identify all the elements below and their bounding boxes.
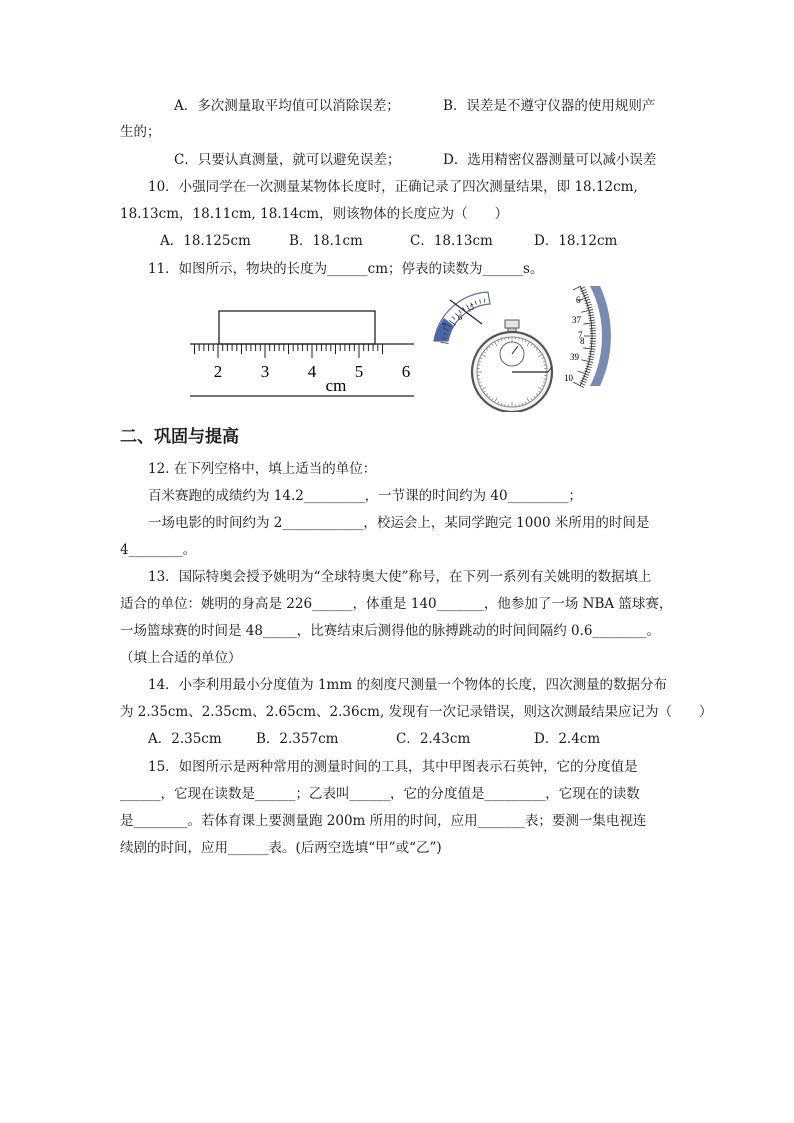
q13-line-2: 适合的单位：姚明的身高是 226______，体重是 140_______，他参加了一场 NBA 篮球赛， [120,596,673,612]
outer-tick [585,368,591,370]
outer-tick [589,354,595,355]
outer-tick [583,348,595,349]
outer-tick [588,356,594,357]
q12-line-4: 4________。 [120,542,197,558]
outer-label-8: 8 [580,336,585,346]
outer-tick [586,307,592,309]
outer-tick [584,371,590,373]
stopwatch-figure [430,286,620,412]
q14-option-a: A．2.35cm [148,731,222,747]
outer-tick [585,302,591,304]
q15-line-3: 是________。若体育课上要测量跑 200m 所用的时间，应用_______表；要测一集电视连 [120,813,647,829]
q15-line-4: 续剧的时间，应用______表。(后两空选填“甲”或“乙”) [120,840,442,856]
ruler-label-4: 4 [307,362,317,381]
q13-line-1: 13．国际特奥会授予姚明为“全球特奥大使”称号，在下列一系列有关姚明的数据填上 [148,569,652,585]
q12-line-1: 12. 在下列空格中，填上适当的单位： [148,461,377,477]
q9-option-b-continued: 生的； [120,124,161,140]
q10-line-2: 18.13cm，18.11cm, 18.14cm，则该物体的长度应为（ ） [120,206,509,222]
q10-option-a: A．18.125cm [160,233,251,249]
q14-option-b: B．2.357cm [256,731,339,747]
q13-line-4: （填上合适的单位） [120,650,242,666]
ruler-label-3: 3 [260,362,270,381]
q12-line-3: 一场电影的时间约为 2____________，校运会上，某同学跑完 1000 米所用的时间是 [148,515,650,531]
ruler-label-2: 2 [213,362,223,381]
q15-line-1: 15．如图所示是两种常用的测量时间的工具，其中甲图表示石英钟，它的分度值是 [148,759,638,775]
outer-tick [584,299,590,301]
ruler-figure [186,300,418,400]
outer-tick [588,315,594,316]
q14-option-d: D．2.4cm [534,731,601,747]
q13-line-3: 一场篮球赛的时间是 48_____，比赛结束后测得他的脉搏跳动的时间间隔约 0.6________。 [120,623,660,639]
outer-label-7: 7 [578,330,583,340]
outer-tick [588,359,594,360]
stopwatch-crown [505,320,519,328]
outer-tick [589,351,595,352]
outer-tick [588,312,594,313]
ruler-unit: cm [325,376,347,395]
outer-tick [581,310,593,313]
outer-tick [589,317,595,318]
q12-line-2: 百米赛跑的成绩约为 14.2_________，一节课的时间约为 40_________； [148,488,582,504]
block-rectangle [219,311,375,344]
q15-line-2: ______，它现在读数是______；乙表叫______，它的分度值是_________，它现在的读数 [120,786,640,802]
ruler-label-5: 5 [354,362,364,381]
ruler-label-6: 6 [401,362,411,381]
q10-line-1: 10．小强同学在一次测量某物体长度时，正确记录了四次测量结果，即 18.12cm, [148,179,638,195]
outer-label-39: 39 [570,352,579,362]
outer-tick [590,346,596,347]
q10-option-d: D．18.12cm [534,233,618,249]
q9-option-b: B．误差是不遵守仪器的使用规则产 [443,98,656,114]
ruler-ticks [195,344,383,358]
q9-option-a: A．多次测量取平均值可以消除误差； [174,98,400,114]
outer-label-6: 6 [576,295,581,305]
q14-option-c: C．2.43cm [396,731,471,747]
inset-label-7: 7 [442,322,446,331]
q14-line-1: 14．小李利用最小分度值为 1mm 的刻度尺测量一个物体的长度，四次测量的数据分布 [148,677,667,693]
q9-option-c: C．只要认真测量，就可以避免误差； [174,152,401,168]
inset-label-6: 6 [458,313,462,322]
outer-tick [573,382,584,387]
outer-tick [586,304,592,306]
outer-tick [586,364,592,366]
q11-text: 11．如图所示，物块的长度为______cm；停表的读数为______s。 [148,261,544,277]
q10-option-b: B．18.1cm [289,233,363,249]
outer-tick [581,360,593,363]
q14-line-2: 为 2.35cm、2.35cm、2.65cm、2.36cm, 发现有一次记录错误，则这次测最结果应记为（ ） [120,704,713,720]
outer-tick [583,323,595,324]
q10-option-c: C．18.13cm [410,233,493,249]
outer-label-10: 10 [564,373,573,383]
outer-tick [586,366,592,368]
inset-label-5: 5 [470,303,474,312]
inset-tick [441,342,449,343]
outer-label-37: 37 [572,315,581,325]
section-title: 二、巩固与提高 [120,427,239,447]
outer-tick [590,325,596,326]
outer-tick [589,320,595,321]
q9-option-d: D．选用精密仪器测量可以减小误差 [443,152,657,168]
